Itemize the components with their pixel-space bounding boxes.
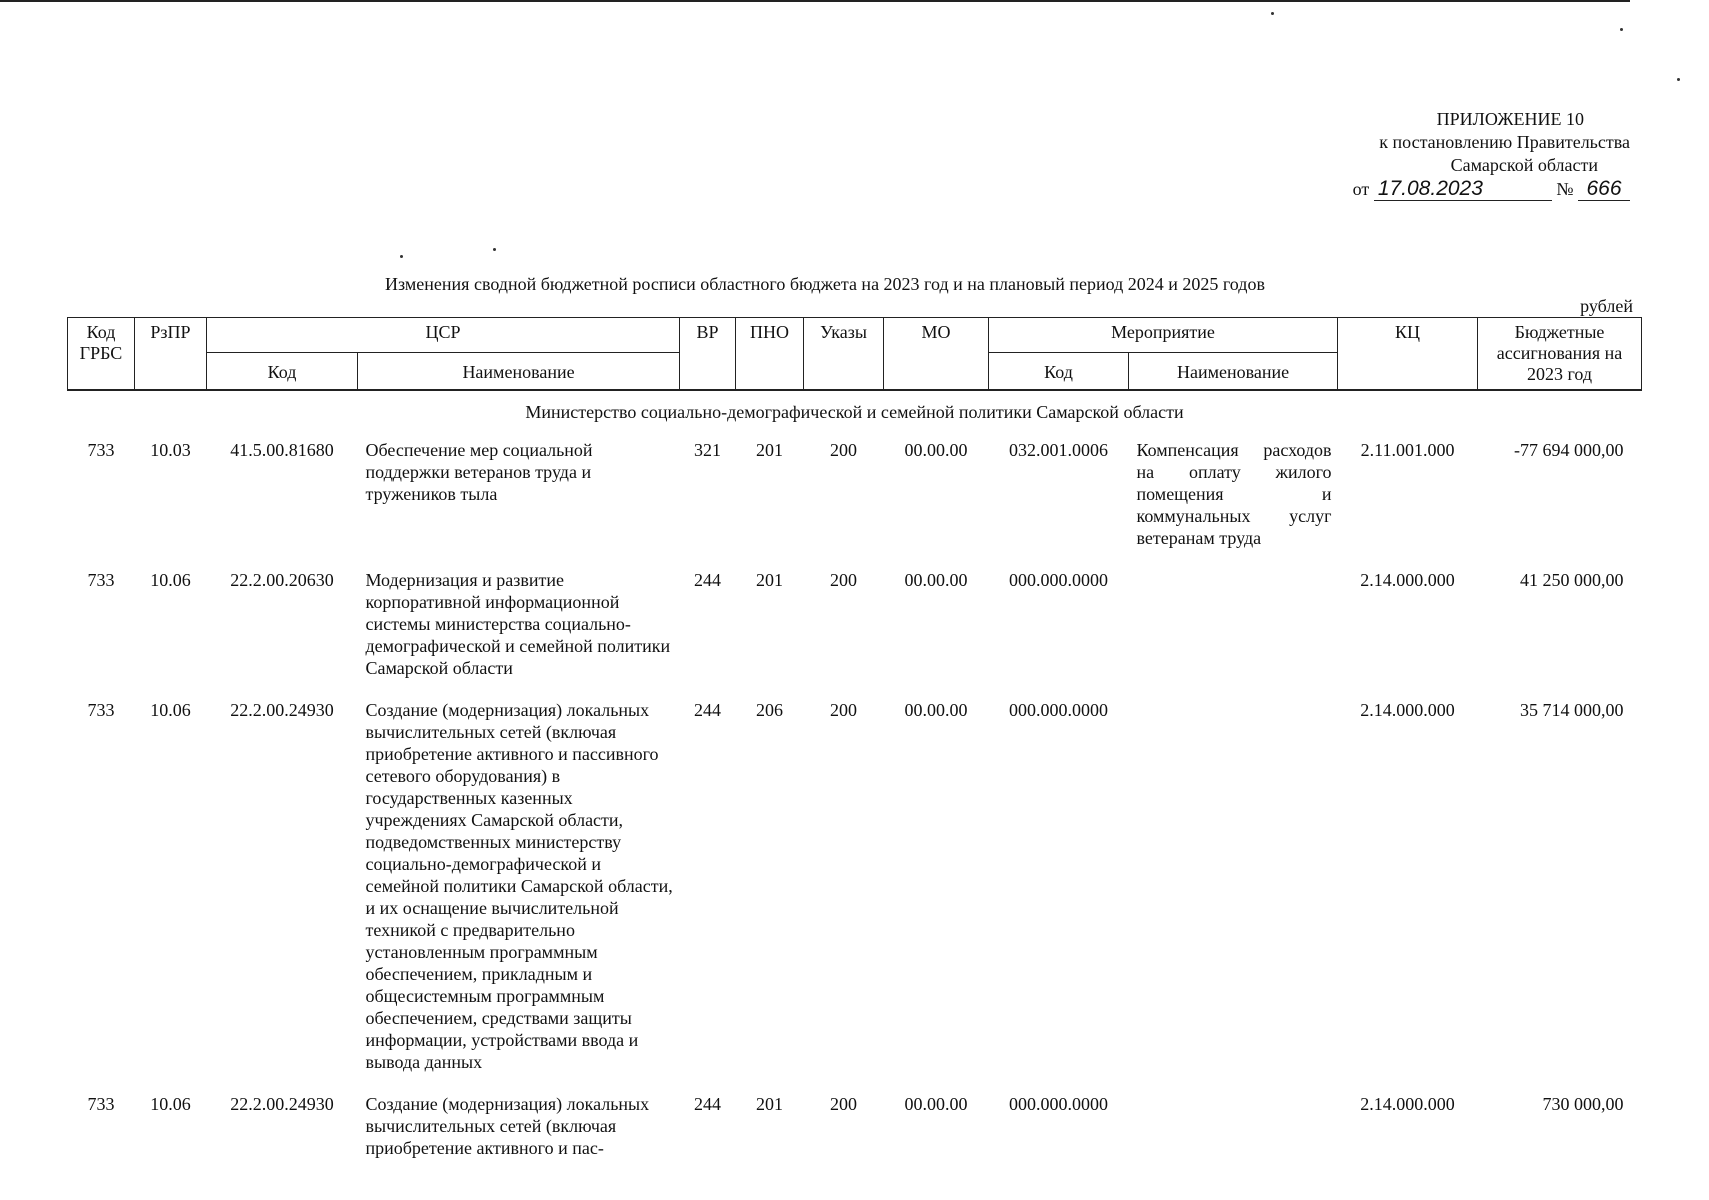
cell-kc: 2.11.001.000 [1360,440,1455,460]
cell-csr-code: 22.2.00.20630 [230,570,334,590]
cell-ukazy: 200 [830,700,858,720]
header-vr: ВР [680,318,736,391]
cell-amount: 35 714 000,00 [1520,700,1624,720]
header-kc: КЦ [1338,318,1478,391]
scan-speck [1620,28,1623,31]
cell-grbs: 733 [87,570,115,590]
table-row [68,439,1642,569]
cell-pno: 206 [756,700,784,720]
cell-grbs: 733 [87,440,115,460]
table-row [68,1093,1642,1179]
cell-vr: 244 [694,1094,722,1114]
cell-rzpr: 10.06 [150,570,191,590]
cell-kc: 2.14.000.000 [1360,1094,1455,1114]
scan-speck [1271,12,1274,15]
header-event-name: Наименование [1129,352,1338,390]
cell-amount: 730 000,00 [1542,1094,1624,1114]
cell-csr-code: 22.2.00.24930 [230,700,334,720]
scan-top-border [0,0,1630,2]
header-mo: МО [884,318,989,391]
header-pno: ПНО [736,318,804,391]
cell-ukazy: 200 [830,570,858,590]
cell-event-name: Компенсация расходов на оплату жилого помещения и коммунальных услуг ветеранам труда [1136,440,1332,548]
date-prefix: от [1352,179,1370,199]
header-event: Мероприятие [989,318,1338,353]
cell-grbs: 733 [87,1094,115,1114]
header-grbs: Код ГРБС [68,318,135,391]
header-ukazy: Указы [804,318,884,391]
header-csr: ЦСР [207,318,680,353]
scan-speck [400,255,403,258]
cell-csr-name: Модернизация и развитие корпоративной информационной системы министерства социально-демографической и семейной политики Самарской области [365,570,671,678]
cell-vr: 244 [694,700,722,720]
appendix-title: ПРИЛОЖЕНИЕ 10 [1436,109,1584,129]
cell-grbs: 733 [87,700,115,720]
cell-csr-name: Обеспечение мер социальной поддержки ветеранов труда и тружеников тыла [365,440,593,504]
table-row [68,569,1642,699]
cell-csr-code: 41.5.00.81680 [230,440,334,460]
cell-rzpr: 10.06 [150,1094,191,1114]
document-title: Изменения сводной бюджетной росписи областного бюджета на 2023 год и на плановый период 2024 и 2025 годов [385,274,1265,294]
cell-event-name [1129,1093,1338,1179]
cell-event-code: 032.001.0006 [1009,440,1109,460]
table-header [68,318,1642,391]
cell-rzpr: 10.06 [150,700,191,720]
table-body [68,390,1642,1179]
cell-amount: -77 694 000,00 [1514,440,1624,460]
cell-mo: 00.00.00 [904,1094,968,1114]
cell-event-code: 000.000.0000 [1009,700,1109,720]
cell-amount: 41 250 000,00 [1520,570,1624,590]
cell-pno: 201 [756,570,784,590]
cell-pno: 201 [756,1094,784,1114]
cell-ukazy: 200 [830,440,858,460]
units-label: рублей [1580,296,1633,316]
cell-event-name [1129,699,1338,1093]
header-event-code: Код [989,352,1129,390]
cell-vr: 244 [694,570,722,590]
table-row [68,699,1642,1093]
appendix-block [1353,108,1630,201]
appendix-region: Самарской области [1450,155,1598,175]
section-row [68,390,1642,439]
cell-ukazy: 200 [830,1094,858,1114]
header-csr-code: Код [207,352,358,390]
cell-csr-code: 22.2.00.24930 [230,1094,334,1114]
scan-speck [493,248,496,251]
header-csr-name: Наименование [358,352,680,390]
scan-speck [1677,78,1680,81]
header-budget: Бюджетные ассигнования на 2023 год [1478,318,1642,391]
cell-mo: 00.00.00 [904,570,968,590]
cell-mo: 00.00.00 [904,700,968,720]
cell-mo: 00.00.00 [904,440,968,460]
handwritten-date: 17.08.2023 [1374,177,1552,201]
cell-kc: 2.14.000.000 [1360,700,1455,720]
cell-event-code: 000.000.0000 [1009,1094,1109,1114]
cell-kc: 2.14.000.000 [1360,570,1455,590]
section-title: Министерство социально-демографической и семейной политики Самарской области [525,402,1184,422]
appendix-subtitle: к постановлению Правительства [1379,132,1630,152]
cell-vr: 321 [694,440,722,460]
cell-csr-name: Создание (модернизация) локальных вычислительных сетей (включая приобретение активного и пас- [365,1094,650,1158]
cell-event-name [1129,569,1338,699]
cell-csr-name: Создание (модернизация) локальных вычислительных сетей (включая приобретение активного и пассивного сетевого оборудования) в государственных казенных учреждениях Самарской области, подведомственных министерству социально-демографической и семейной политики Самарской области, и их оснащение вычислительной техникой с предварительно установленным программным обеспечением, прикладным и общесистемным программным обеспечением, средствами защиты информации, устройствами ввода и вывода данных [365,700,673,1072]
appendix-date-line [1353,177,1630,201]
header-rzpr: РзПР [135,318,207,391]
cell-pno: 201 [756,440,784,460]
cell-event-code: 000.000.0000 [1009,570,1109,590]
number-prefix: № [1556,179,1574,199]
budget-table [67,317,1642,1179]
cell-rzpr: 10.03 [150,440,191,460]
handwritten-number: 666 [1578,177,1630,201]
